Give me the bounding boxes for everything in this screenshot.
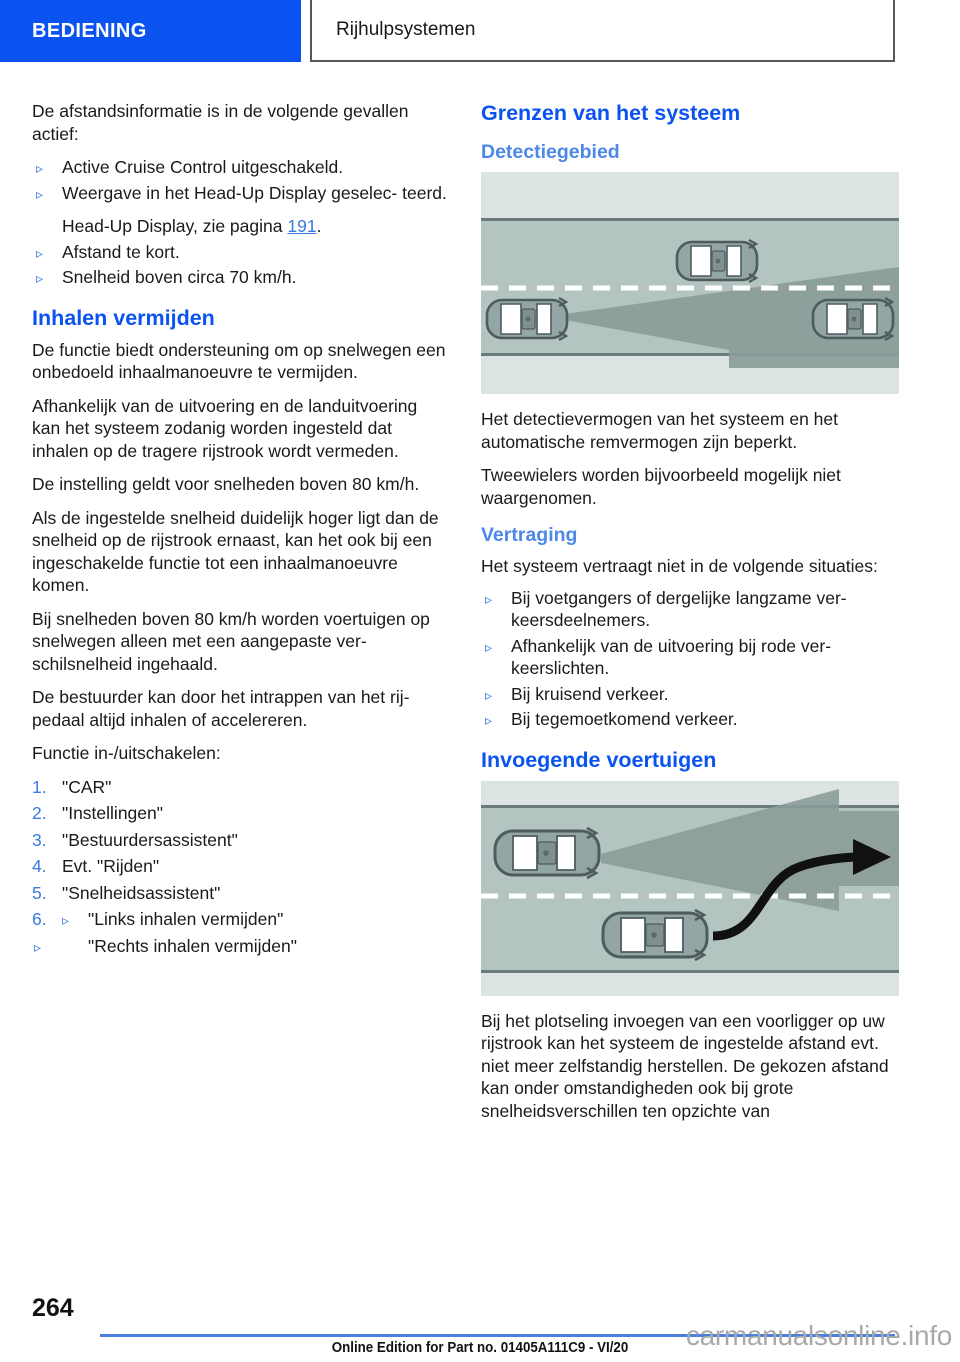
list-item <box>32 156 450 179</box>
step-number: 5. <box>32 882 47 903</box>
list-item-label: Bij kruisend verkeer. <box>511 683 669 704</box>
list-item <box>32 241 450 264</box>
paragraph: Afhankelijk van de uitvoering en de landuitvoering kan het systeem zodanig worden ingesteld dat inhalen op de tragere rijstrook wordt vermeden. <box>32 395 418 461</box>
vehicle-icon <box>603 910 707 960</box>
vehicle-icon <box>677 240 757 282</box>
heading-inhalen-vermijden: Inhalen vermijden <box>32 305 215 330</box>
paragraph: Bij snelheden boven 80 km/h worden voertuigen op snelwegen alleen met een aangepaste verschilsnelheid ingehaald. <box>32 608 430 674</box>
step-number: 6. <box>32 909 47 929</box>
step-number: 3. <box>32 829 47 850</box>
merging-vehicle-illustration <box>481 781 899 996</box>
paragraph: Bij het plotseling invoegen van een voorligger op uw rijstrook kan het systeem de ingestelde afstand evt. niet meer zelfstandig herstellen. De gekozen afstand kan onder omstandigheden ook bij grote snelheidsverschillen ten opzichte van <box>481 1010 889 1121</box>
list-item-label: Bij voetgangers of dergelijke langzame verkeersdeelnemers. <box>511 587 847 630</box>
list-item-label: Afhankelijk van de uitvoering bij rode verkeerslichten. <box>511 635 832 678</box>
heading-vertraging: Vertraging <box>481 524 578 546</box>
triangle-bullet-icon: ▹ <box>485 638 493 655</box>
step-sub-label: "Rechts inhalen vermijden" <box>88 935 297 956</box>
list-item-label: Weergave in het Head-Up Display geselec- teerd. <box>62 182 447 203</box>
triangle-bullet-icon: ▹ <box>34 938 42 955</box>
paragraph: De functie biedt ondersteuning om op snelwegen een onbedoeld inhaalmanoeuvre te vermijden. <box>32 339 446 382</box>
footer-edition-note: Online Edition for Part no. 01405A111C9 - VI/20 <box>331 1340 629 1356</box>
vehicle-icon <box>487 298 567 340</box>
step-label: "Bestuurdersassistent" <box>62 829 238 850</box>
vehicle-icon <box>495 828 599 878</box>
vehicle-icon <box>813 298 893 340</box>
list-item <box>32 882 450 905</box>
paragraph: Het systeem vertraagt niet in de volgende situaties: <box>481 556 878 576</box>
page-reference-link[interactable]: 191 <box>287 216 317 236</box>
heading-detectiegebied: Detectiegebied <box>481 141 620 163</box>
active-conditions-list-cont <box>32 241 450 289</box>
triangle-bullet-icon: ▹ <box>62 912 70 928</box>
triangle-bullet-icon: ▹ <box>485 686 493 703</box>
list-item-label: Snelheid boven circa 70 km/h. <box>62 267 297 287</box>
step-label: "Links inhalen vermijden" <box>88 909 284 929</box>
paragraph: De instelling geldt voor snelheden boven 80 km/h. <box>32 474 420 494</box>
step-number: 1. <box>32 776 47 797</box>
triangle-bullet-icon: ▹ <box>36 244 44 261</box>
step-label: Evt. "Rijden" <box>62 856 160 876</box>
step-sub-option <box>32 935 450 958</box>
list-item <box>32 855 450 878</box>
list-item <box>481 708 899 731</box>
list-item-label: Afstand te kort. <box>62 241 180 262</box>
site-watermark: carmanualsonline.info <box>685 1320 952 1351</box>
list-item <box>481 587 899 632</box>
reference-prefix: Head-Up Display, zie pagina <box>62 216 288 236</box>
list-item-label: Active Cruise Control uitgeschakeld. <box>62 157 344 177</box>
list-item <box>32 776 450 799</box>
list-item <box>32 266 450 289</box>
head-up-display-reference <box>32 215 450 238</box>
triangle-bullet-icon: ▹ <box>485 590 493 607</box>
triangle-bullet-icon: ▹ <box>36 160 44 176</box>
page-header <box>0 0 960 62</box>
paragraph: Als de ingestelde snelheid duidelijk hoger ligt dan de snelheid op de rijstrook ernaast, kan het ook bij een ingeschakelde functie tot een inhaalmanoeuvre komen. <box>32 507 439 595</box>
paragraph: Het detectievermogen van het systeem en het automatische remvermogen zijn beperkt. <box>481 409 839 452</box>
left-column <box>32 100 450 961</box>
detection-area-illustration <box>481 172 899 394</box>
step-label: "Instellingen" <box>62 803 163 823</box>
list-item <box>481 683 899 706</box>
section-banner <box>310 0 895 62</box>
list-item <box>32 182 450 205</box>
reference-suffix: . <box>316 216 322 236</box>
heading-grenzen-van-het-systeem: Grenzen van het systeem <box>481 101 741 125</box>
heading-invoegende-voertuigen: Invoegende voertuigen <box>481 747 717 772</box>
figure-invoegende-voertuigen <box>481 781 899 996</box>
chapter-label: BEDIENING <box>32 19 147 42</box>
chapter-banner <box>0 0 301 62</box>
intro-paragraph: De afstandsinformatie is in de volgende gevallen actief: <box>32 101 409 144</box>
page-number: 264 <box>32 1294 74 1322</box>
right-column <box>481 100 899 1133</box>
paragraph: Tweewielers worden bijvoorbeeld mogelijk niet waargenomen. <box>481 465 841 508</box>
step-label: "Snelheidsassistent" <box>62 882 221 903</box>
paragraph: De bestuurder kan door het intrappen van het rijpedaal altijd inhalen of accelereren. <box>32 687 410 730</box>
list-item <box>32 829 450 852</box>
figure-detectiegebied <box>481 172 899 394</box>
step-label: "CAR" <box>62 776 112 797</box>
function-toggle-steps <box>32 776 450 931</box>
triangle-bullet-icon: ▹ <box>36 185 44 202</box>
step-number: 2. <box>32 803 47 823</box>
list-item <box>32 802 450 825</box>
step-number: 4. <box>32 856 47 876</box>
section-label: Rijhulpsystemen <box>336 19 476 40</box>
triangle-bullet-icon: ▹ <box>485 712 493 728</box>
active-conditions-list <box>32 156 450 204</box>
paragraph: Functie in-/uitschakelen: <box>32 743 221 763</box>
vertraging-situations-list <box>481 587 899 731</box>
list-item <box>32 908 450 931</box>
list-item-label: Bij tegemoetkomend verkeer. <box>511 709 738 729</box>
triangle-bullet-icon: ▹ <box>36 270 44 286</box>
list-item <box>481 635 899 680</box>
